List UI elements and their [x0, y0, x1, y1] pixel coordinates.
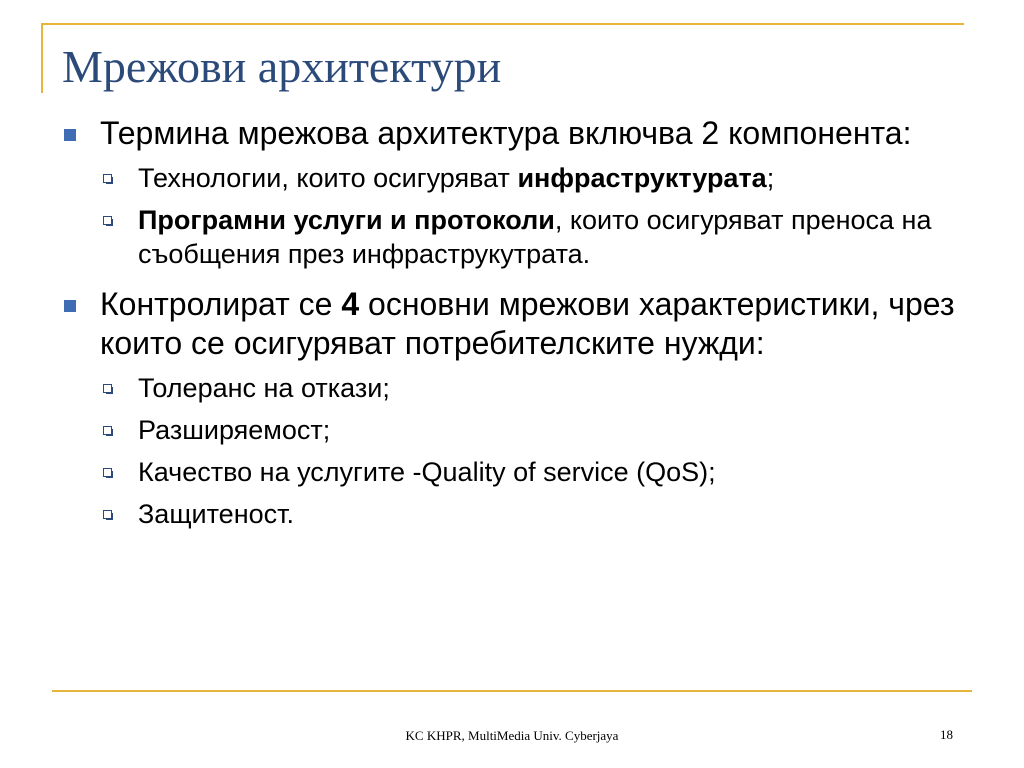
- sub-bullet-text: , които осигуряват преноса на съобщения през инфраструкутрата.: [138, 205, 932, 269]
- footer-line: [52, 690, 972, 692]
- sub-bullet-text: ;: [766, 163, 775, 193]
- slide-content: [60, 108, 970, 531]
- sub-bullet-text: Толеранс на откази;: [138, 373, 390, 403]
- sub-bullet-bold: Програмни услуги и протоколи: [138, 205, 555, 235]
- sub-bullet-text: Технологии, които осигуряват: [138, 163, 518, 193]
- sub-bullet-2-2: [60, 413, 970, 447]
- hollow-square-bullet-icon: [103, 384, 112, 393]
- slide-title: Мрежови архитектури: [62, 41, 502, 92]
- square-bullet-icon: [64, 129, 76, 141]
- bullet-2: [60, 285, 970, 363]
- sub-bullet-2-1: [60, 371, 970, 405]
- hollow-square-bullet-icon: [103, 426, 112, 435]
- hollow-square-bullet-icon: [103, 216, 112, 225]
- footer-text: KC KHPR, MultiMedia Univ. Cyberjaya: [405, 728, 619, 743]
- sub-bullet-1-1: [60, 161, 970, 195]
- bullet-1: [60, 114, 970, 153]
- hollow-square-bullet-icon: [103, 468, 112, 477]
- sub-bullet-1-2: [60, 203, 970, 271]
- bullet-1-text: Термина мрежова архитектура включва 2 компонента:: [100, 115, 912, 151]
- hollow-square-bullet-icon: [103, 174, 112, 183]
- bullet-2-text: основни мрежови характеристики, чрез които се осигуряват потребителските нужди:: [100, 286, 955, 361]
- sub-bullet-text: Защитеност.: [138, 499, 295, 529]
- sub-bullet-bold: инфраструктурата: [517, 163, 767, 193]
- sub-bullet-text: Качество на услугите -Quality of service (QoS);: [138, 457, 716, 487]
- bullet-2-text: Контролират се: [100, 286, 342, 322]
- bullet-2-bold: 4: [341, 286, 360, 322]
- left-border-line: [41, 23, 43, 93]
- hollow-square-bullet-icon: [103, 510, 112, 519]
- page-number: 18: [940, 727, 953, 742]
- top-border-line: [41, 23, 964, 25]
- square-bullet-icon: [64, 300, 76, 312]
- sub-bullet-text: Разширяемост;: [138, 415, 331, 445]
- sub-bullet-2-4: [60, 497, 970, 531]
- sub-bullet-2-3: [60, 455, 970, 489]
